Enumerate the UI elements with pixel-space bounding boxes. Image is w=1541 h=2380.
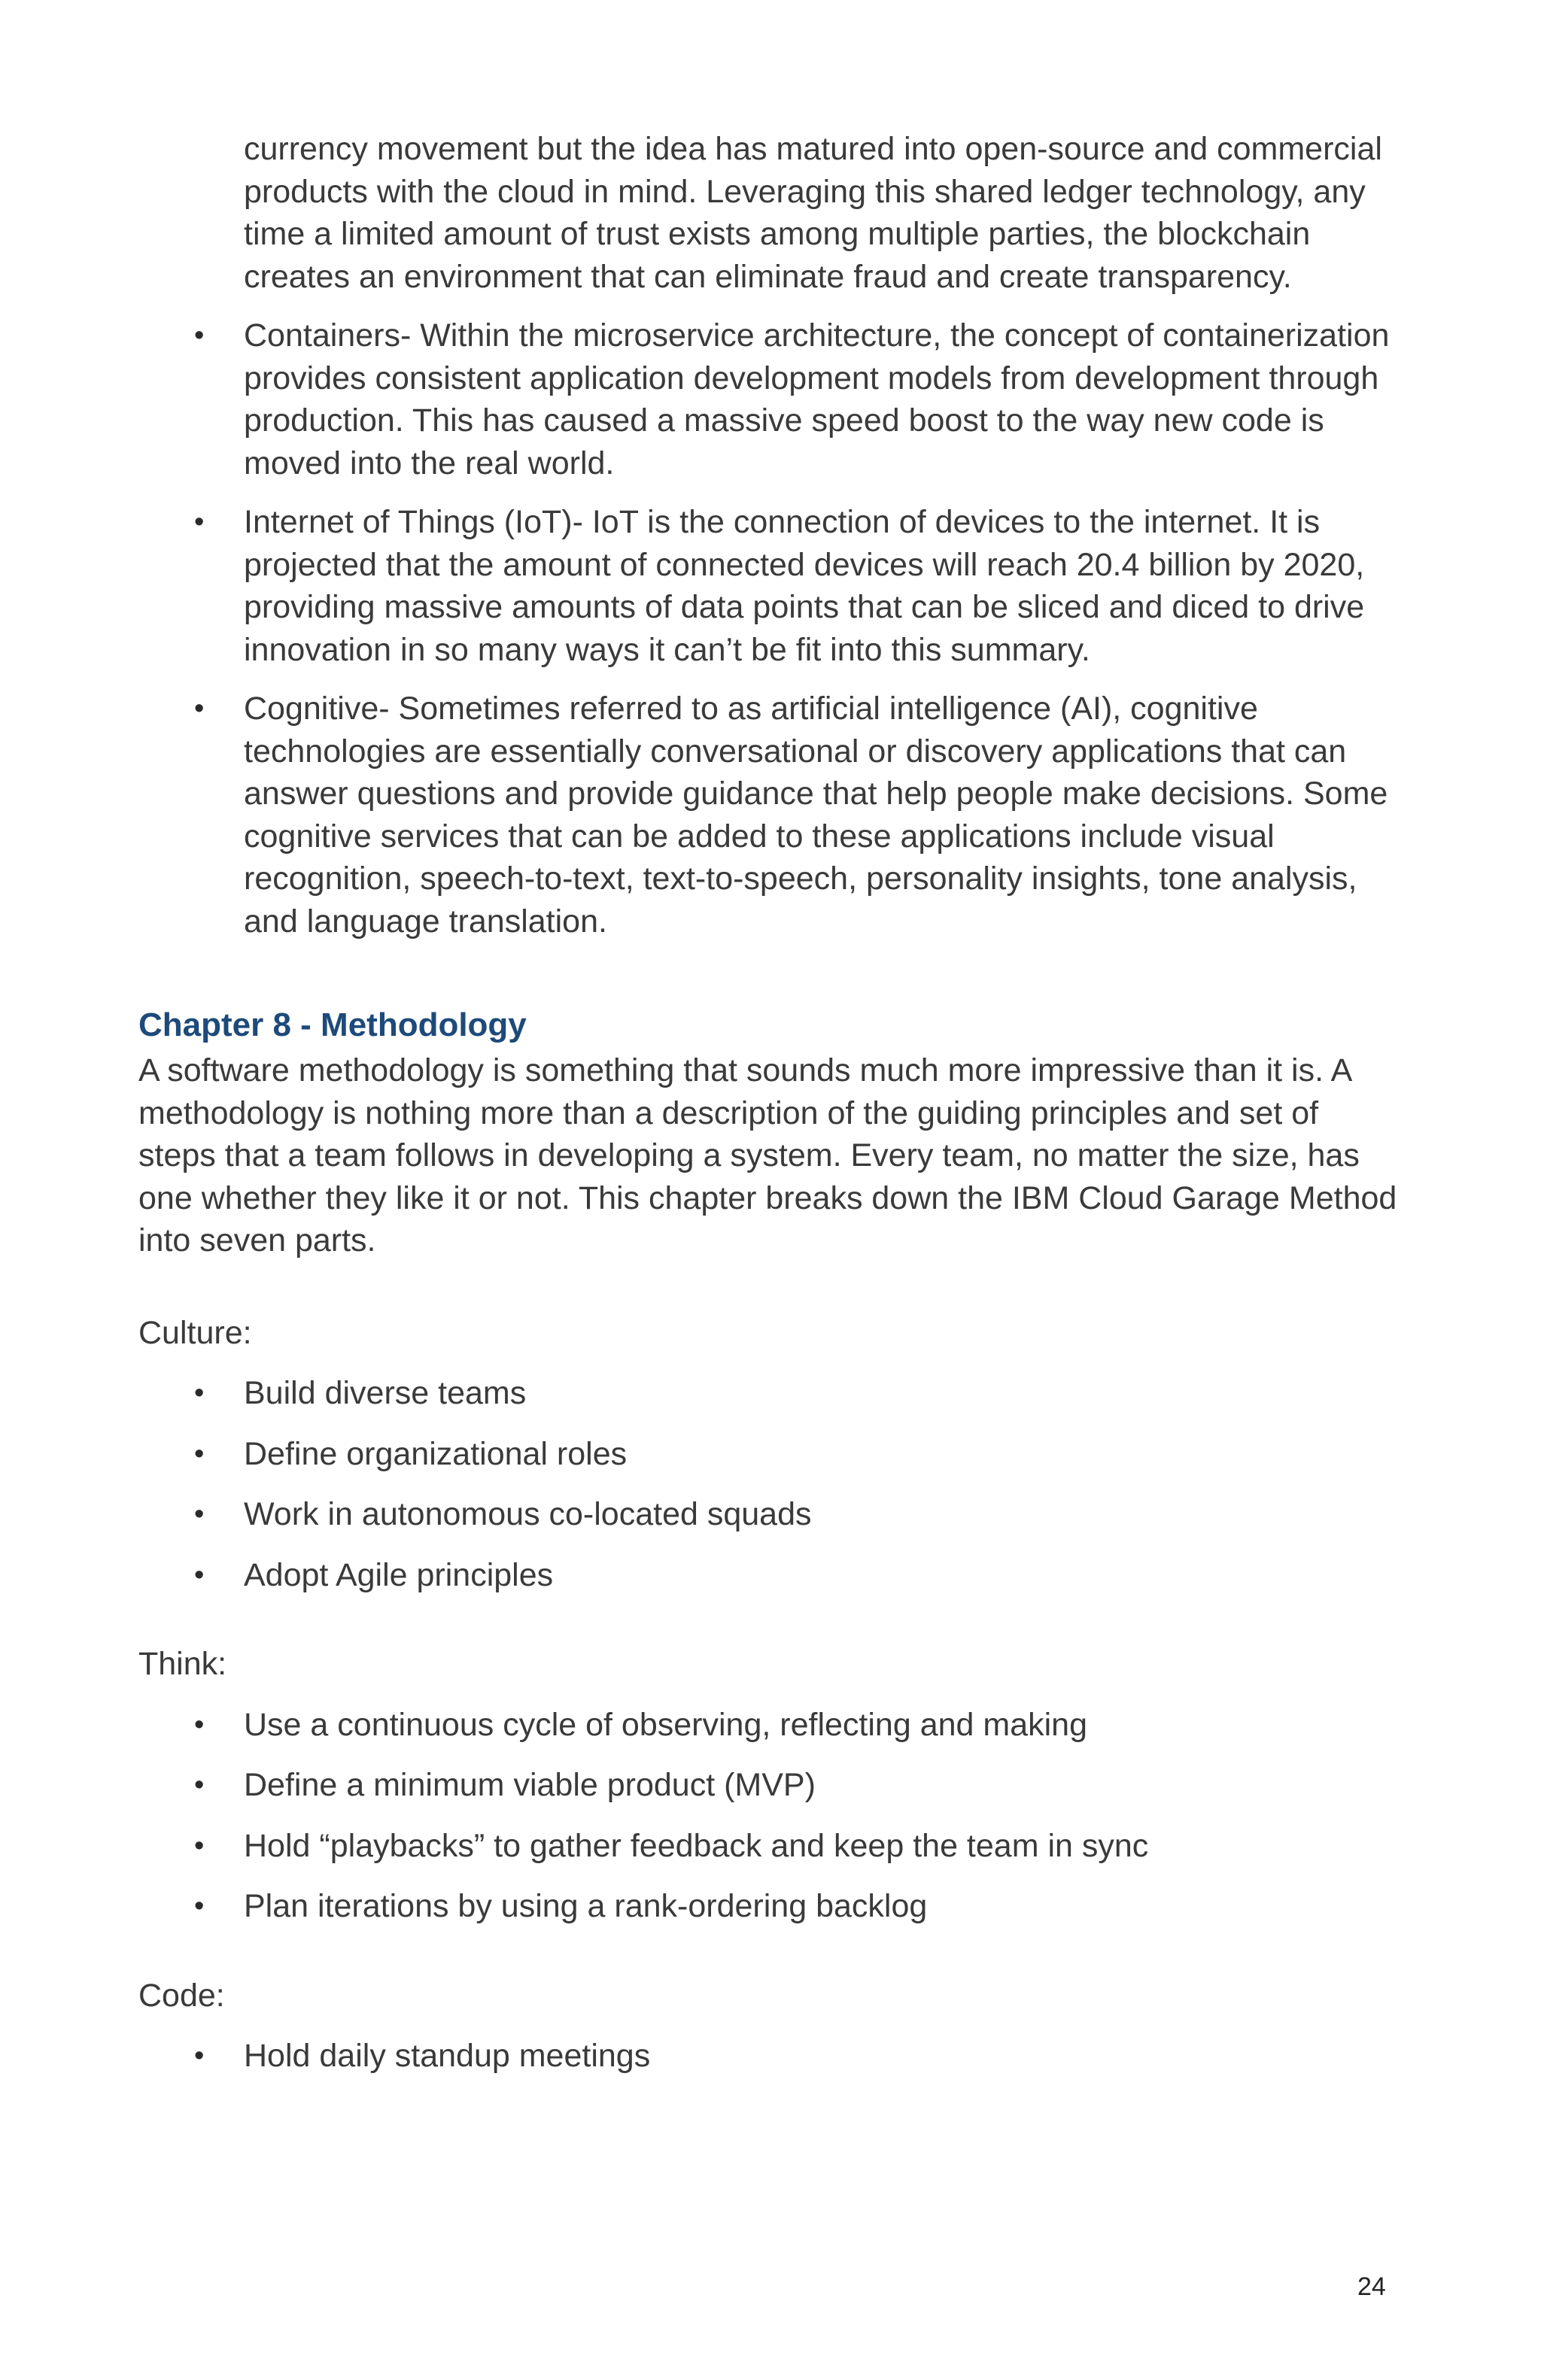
section-label: Think: [138, 1646, 227, 1682]
list-item-text: Plan iterations by using a rank-ordering backlog [244, 1888, 928, 1924]
bullet-icon: • [194, 1708, 205, 1741]
list-item [138, 1825, 1403, 1868]
bullet-icon: • [194, 1890, 205, 1922]
list-item [138, 1372, 1403, 1415]
list-item [138, 2035, 1403, 2078]
code-bullet-list [138, 2035, 1403, 2078]
continued-paragraph: currency movement but the idea has matured into open-source and commercial products with the cloud in mind. Leveraging this shared ledger technology, any time a limited amount of trust exists among multiple parties, the blockchain creates an environment that can eliminate fraud and create transparency. [244, 131, 1382, 295]
list-item-text: Containers- Within the microservice architecture, the concept of containerization provides consistent application development models from development through production. This has caused a massive speed boost to the way new code is moved into the real world. [244, 317, 1390, 481]
list-item-text: Build diverse teams [244, 1375, 527, 1411]
list-item-text: Hold daily standup meetings [244, 2038, 651, 2074]
section-think [138, 1643, 1403, 1928]
list-item [138, 501, 1403, 671]
bullet-icon: • [194, 2040, 205, 2072]
page-content [138, 128, 1403, 2096]
list-item [138, 314, 1403, 484]
list-item [138, 688, 1403, 943]
list-item-text: Define a minimum viable product (MVP) [244, 1767, 816, 1803]
chapter-heading: Chapter 8 - Methodology [138, 1006, 527, 1043]
section-label: Code: [138, 1977, 225, 2014]
list-item-text: Use a continuous cycle of observing, reflecting and making [244, 1706, 1088, 1743]
list-item [138, 1493, 1403, 1536]
culture-bullet-list [138, 1372, 1403, 1596]
list-item [138, 1433, 1403, 1476]
list-item-text: Internet of Things (IoT)- IoT is the connection of devices to the internet. It is projected that the amount of connected devices will reach 20.4 billion by 2020, providing massive amounts of data points that can be sliced and diced to drive innovation in so many ways it can’t be fit into this summary. [244, 504, 1365, 668]
list-item [138, 1554, 1403, 1597]
list-item-text: Hold “playbacks” to gather feedback and keep the team in sync [244, 1827, 1149, 1864]
bullet-icon: • [194, 1437, 205, 1470]
bullet-icon: • [194, 693, 205, 724]
section-culture [138, 1312, 1403, 1597]
list-item [138, 1764, 1403, 1807]
chapter-intro-paragraph: A software methodology is something that sounds much more impressive than it is. A methodology is nothing more than a description of the guiding principles and set of steps that a team follows in developing a system. Every team, no matter the size, has one whether they like it or not. This chapter breaks down the IBM Cloud Garage Method into seven parts. [138, 1052, 1397, 1258]
bullet-icon: • [194, 320, 205, 351]
bullet-icon: • [194, 506, 205, 538]
list-item-text: Define organizational roles [244, 1435, 628, 1472]
bullet-icon: • [194, 1559, 205, 1591]
section-code [138, 1975, 1403, 2078]
list-item-text: Adopt Agile principles [244, 1556, 554, 1593]
page-number: 24 [1357, 2272, 1386, 2301]
bullet-icon: • [194, 1829, 205, 1862]
bullet-icon: • [194, 1769, 205, 1801]
list-item [138, 1885, 1403, 1928]
list-item [138, 1704, 1403, 1747]
bullet-icon: • [194, 1498, 205, 1530]
technology-bullet-list [138, 314, 1403, 943]
think-bullet-list [138, 1704, 1403, 1928]
bullet-icon: • [194, 1377, 205, 1409]
section-label: Culture: [138, 1314, 252, 1351]
list-item-text: Work in autonomous co-located squads [244, 1496, 812, 1532]
list-item-text: Cognitive- Sometimes referred to as artificial intelligence (AI), cognitive technologies are essentially conversational or discovery applications that can answer questions and provide guidance that help people make decisions. Some cognitive services that can be added to these applications include visual recognition, speech-to-text, text-to-speech, personality insights, tone analysis, and language translation. [244, 691, 1388, 940]
